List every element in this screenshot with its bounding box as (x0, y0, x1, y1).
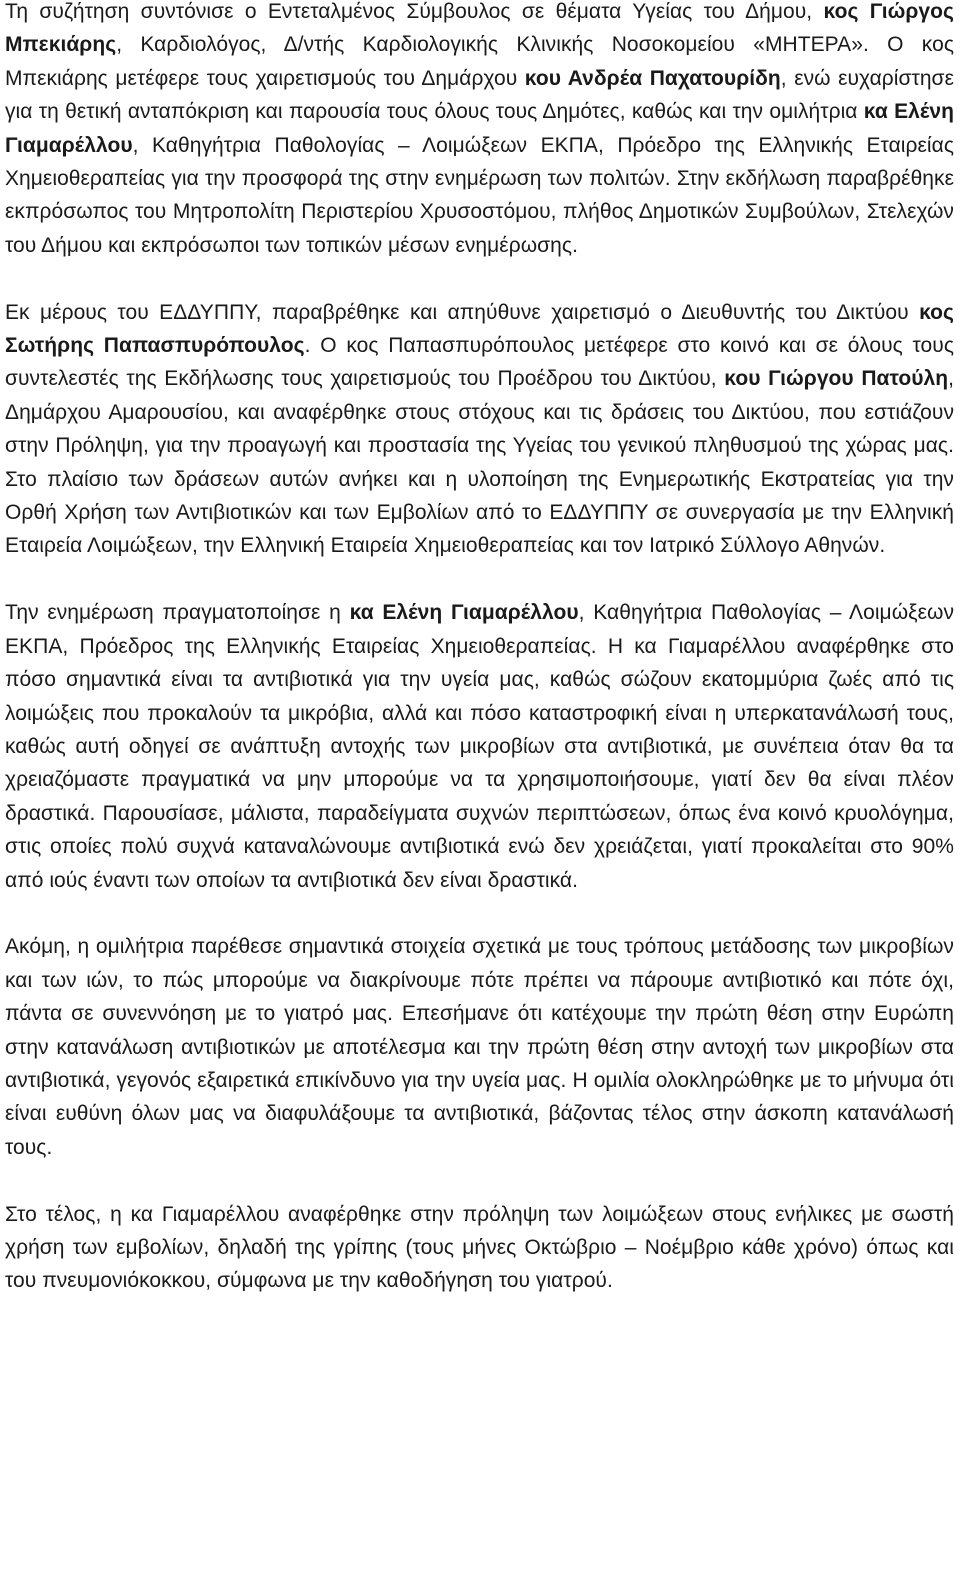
paragraph-1 (5, 0, 954, 262)
bold-name-pachatouridis: κου Ανδρέα Παχατουρίδη (524, 66, 781, 90)
paragraph-2 (5, 296, 954, 563)
text-segment: Στο τέλος, η κα Γιαμαρέλλου αναφέρθηκε στην πρόληψη των λοιμώξεων στους ενήλικες με σωστή χρήση των εμβολίων, δηλαδή της γρίπης (τους μήνες Οκτώβριο – Νοέμβριο κάθε χρόνο) όπως και του πνευμονιόκοκκου, σύμφωνα με την καθοδήγηση του γιατρού. (5, 1202, 954, 1293)
bold-name-giamarellou: κα Ελένη Γιαμαρέλλου (349, 601, 579, 625)
text-segment: , Καθηγήτρια Παθολογίας – Λοιμώξεων ΕΚΠΑ, Πρόεδρο της Ελληνικής Εταιρείας Χημειοθεραπείας για την προσφορά της στην ενημέρωση των πολιτών. Στην εκδήλωση παραβρέθηκε εκπρόσωπος του Μητροπολίτη Περιστερίου Χρυσοστόμου, πλήθος Δημοτικών Συμβούλων, Στελεχών του Δήμου και εκπρόσωποι των τοπικών μέσων ενημέρωσης. (5, 133, 954, 257)
paragraph-3 (5, 596, 954, 897)
bold-name-bekiaris: κος Γιώργος Μπεκιάρης (5, 0, 954, 57)
bold-name-patoulis: κου Γιώργου Πατούλη (724, 367, 949, 391)
text-segment: . Ο κος Παπασπυρόπουλος μετέφερε στο κοινό και σε όλους τους συντελεστές της Εκδήλωσης τους χαιρετισμούς του Προέδρου του Δικτύου, (5, 334, 954, 391)
paragraph-5 (5, 1198, 954, 1298)
paragraph-4 (5, 930, 954, 1164)
text-segment: Τη συζήτηση συντόνισε ο Εντεταλμένος Σύμβουλος σε θέματα Υγείας του Δήμου, (5, 0, 824, 23)
bold-name-papaspyropoulos: κος Σωτήρης Παπασπυρόπουλος (5, 300, 954, 358)
text-segment: , Καρδιολόγος, Δ/ντής Καρδιολογικής Κλινικής Νοσοκομείου «ΜΗΤΕΡΑ». Ο κος Μπεκιάρης μετέφερε τους χαιρετισμούς του Δημάρχου (5, 33, 954, 90)
text-segment: Εκ μέρους του ΕΔΔΥΠΠΥ, παραβρέθηκε και απηύθυνε χαιρετισμό ο Διευθυντής του Δικτύου (5, 300, 920, 324)
text-segment: , ενώ ευχαρίστησε για τη θετική ανταπόκριση και παρουσία τους όλους τους Δημότες, καθώς και την ομιλήτρια (5, 66, 954, 124)
text-segment: , Καθηγήτρια Παθολογίας – Λοιμώξεων ΕΚΠΑ, Πρόεδρος της Ελληνικής Εταιρείας Χημειοθεραπείας. Η κα Γιαμαρέλλου αναφέρθηκε στο πόσο σημαντικά είναι τα αντιβιοτικά για την υγεία μας, καθώς σώζουν εκατομμύρια ζωές από τις λοιμώξεις που προκαλούν τα μικρόβια, αλλά και πόσο καταστροφική είναι η υπερκατανάλωσή τους, καθώς αυτή οδηγεί σε ανάπτυξη αντοχής των μικροβίων στα αντιβιοτικά, με συνέπεια όταν θα τα χρειαζόμαστε πραγματικά να μην μπορούμε να τα χρησιμοποιήσουμε, γιατί δεν θα είναι πλέον δραστικά. Παρουσίασε, μάλιστα, παραδείγματα συχνών περιπτώσεων, όπως ένα κοινό κρυολόγημα, στις οποίες πολύ συχνά καταναλώνουμε αντιβιοτικά ενώ δεν χρειάζεται, γιατί προκαλείται στο 90% από ιούς έναντι των οποίων τα αντιβιοτικά δεν είναι δραστικά. (5, 601, 955, 892)
text-segment: , Δημάρχου Αμαρουσίου, και αναφέρθηκε στους στόχους και τις δράσεις του Δικτύου, που εστιάζουν στην Πρόληψη, για την προαγωγή και προστασία της Υγείας του γενικού πληθυσμού της χώρας μας. Στο πλαίσιο των δράσεων αυτών ανήκει και η υλοποίηση της Ενημερωτικής Εκστρατείας για την Ορθή Χρήση των Αντιβιοτικών και των Εμβολίων από το ΕΔΔΥΠΠΥ σε συνεργασία με την Ελληνική Εταιρεία Λοιμώξεων, την Ελληνική Εταιρεία Χημειοθεραπείας και τον Ιατρικό Σύλλογο Αθηνών. (5, 367, 954, 558)
bold-name-giamarellou: κα Ελένη Γιαμαρέλλου (5, 100, 955, 157)
text-segment: Την ενημέρωση πραγματοποίησε η (5, 601, 350, 625)
text-segment: Ακόμη, η ομιλήτρια παρέθεσε σημαντικά στοιχεία σχετικά με τους τρόπους μετάδοσης των μικροβίων και των ιών, το πώς μπορούμε να διακρίνουμε πότε πρέπει να πάρουμε αντιβιοτικό και πότε όχι, πάντα σε συνεννόηση με το γιατρό μας. Επεσήμανε ότι κατέχουμε την πρώτη θέση στην Ευρώπη στην κατανάλωση αντιβιοτικών με αποτέλεσμα και την πρώτη θέση στην αντοχή των μικροβίων στα αντιβιοτικά, γεγονός εξαιρετικά επικίνδυνο για την υγεία μας. Η ομιλία ολοκληρώθηκε με το μήνυμα ότι είναι ευθύνη όλων μας να διαφυλάξουμε τα αντιβιοτικά, βάζοντας τέλος στην άσκοπη κατανάλωσή τους. (5, 935, 954, 1159)
